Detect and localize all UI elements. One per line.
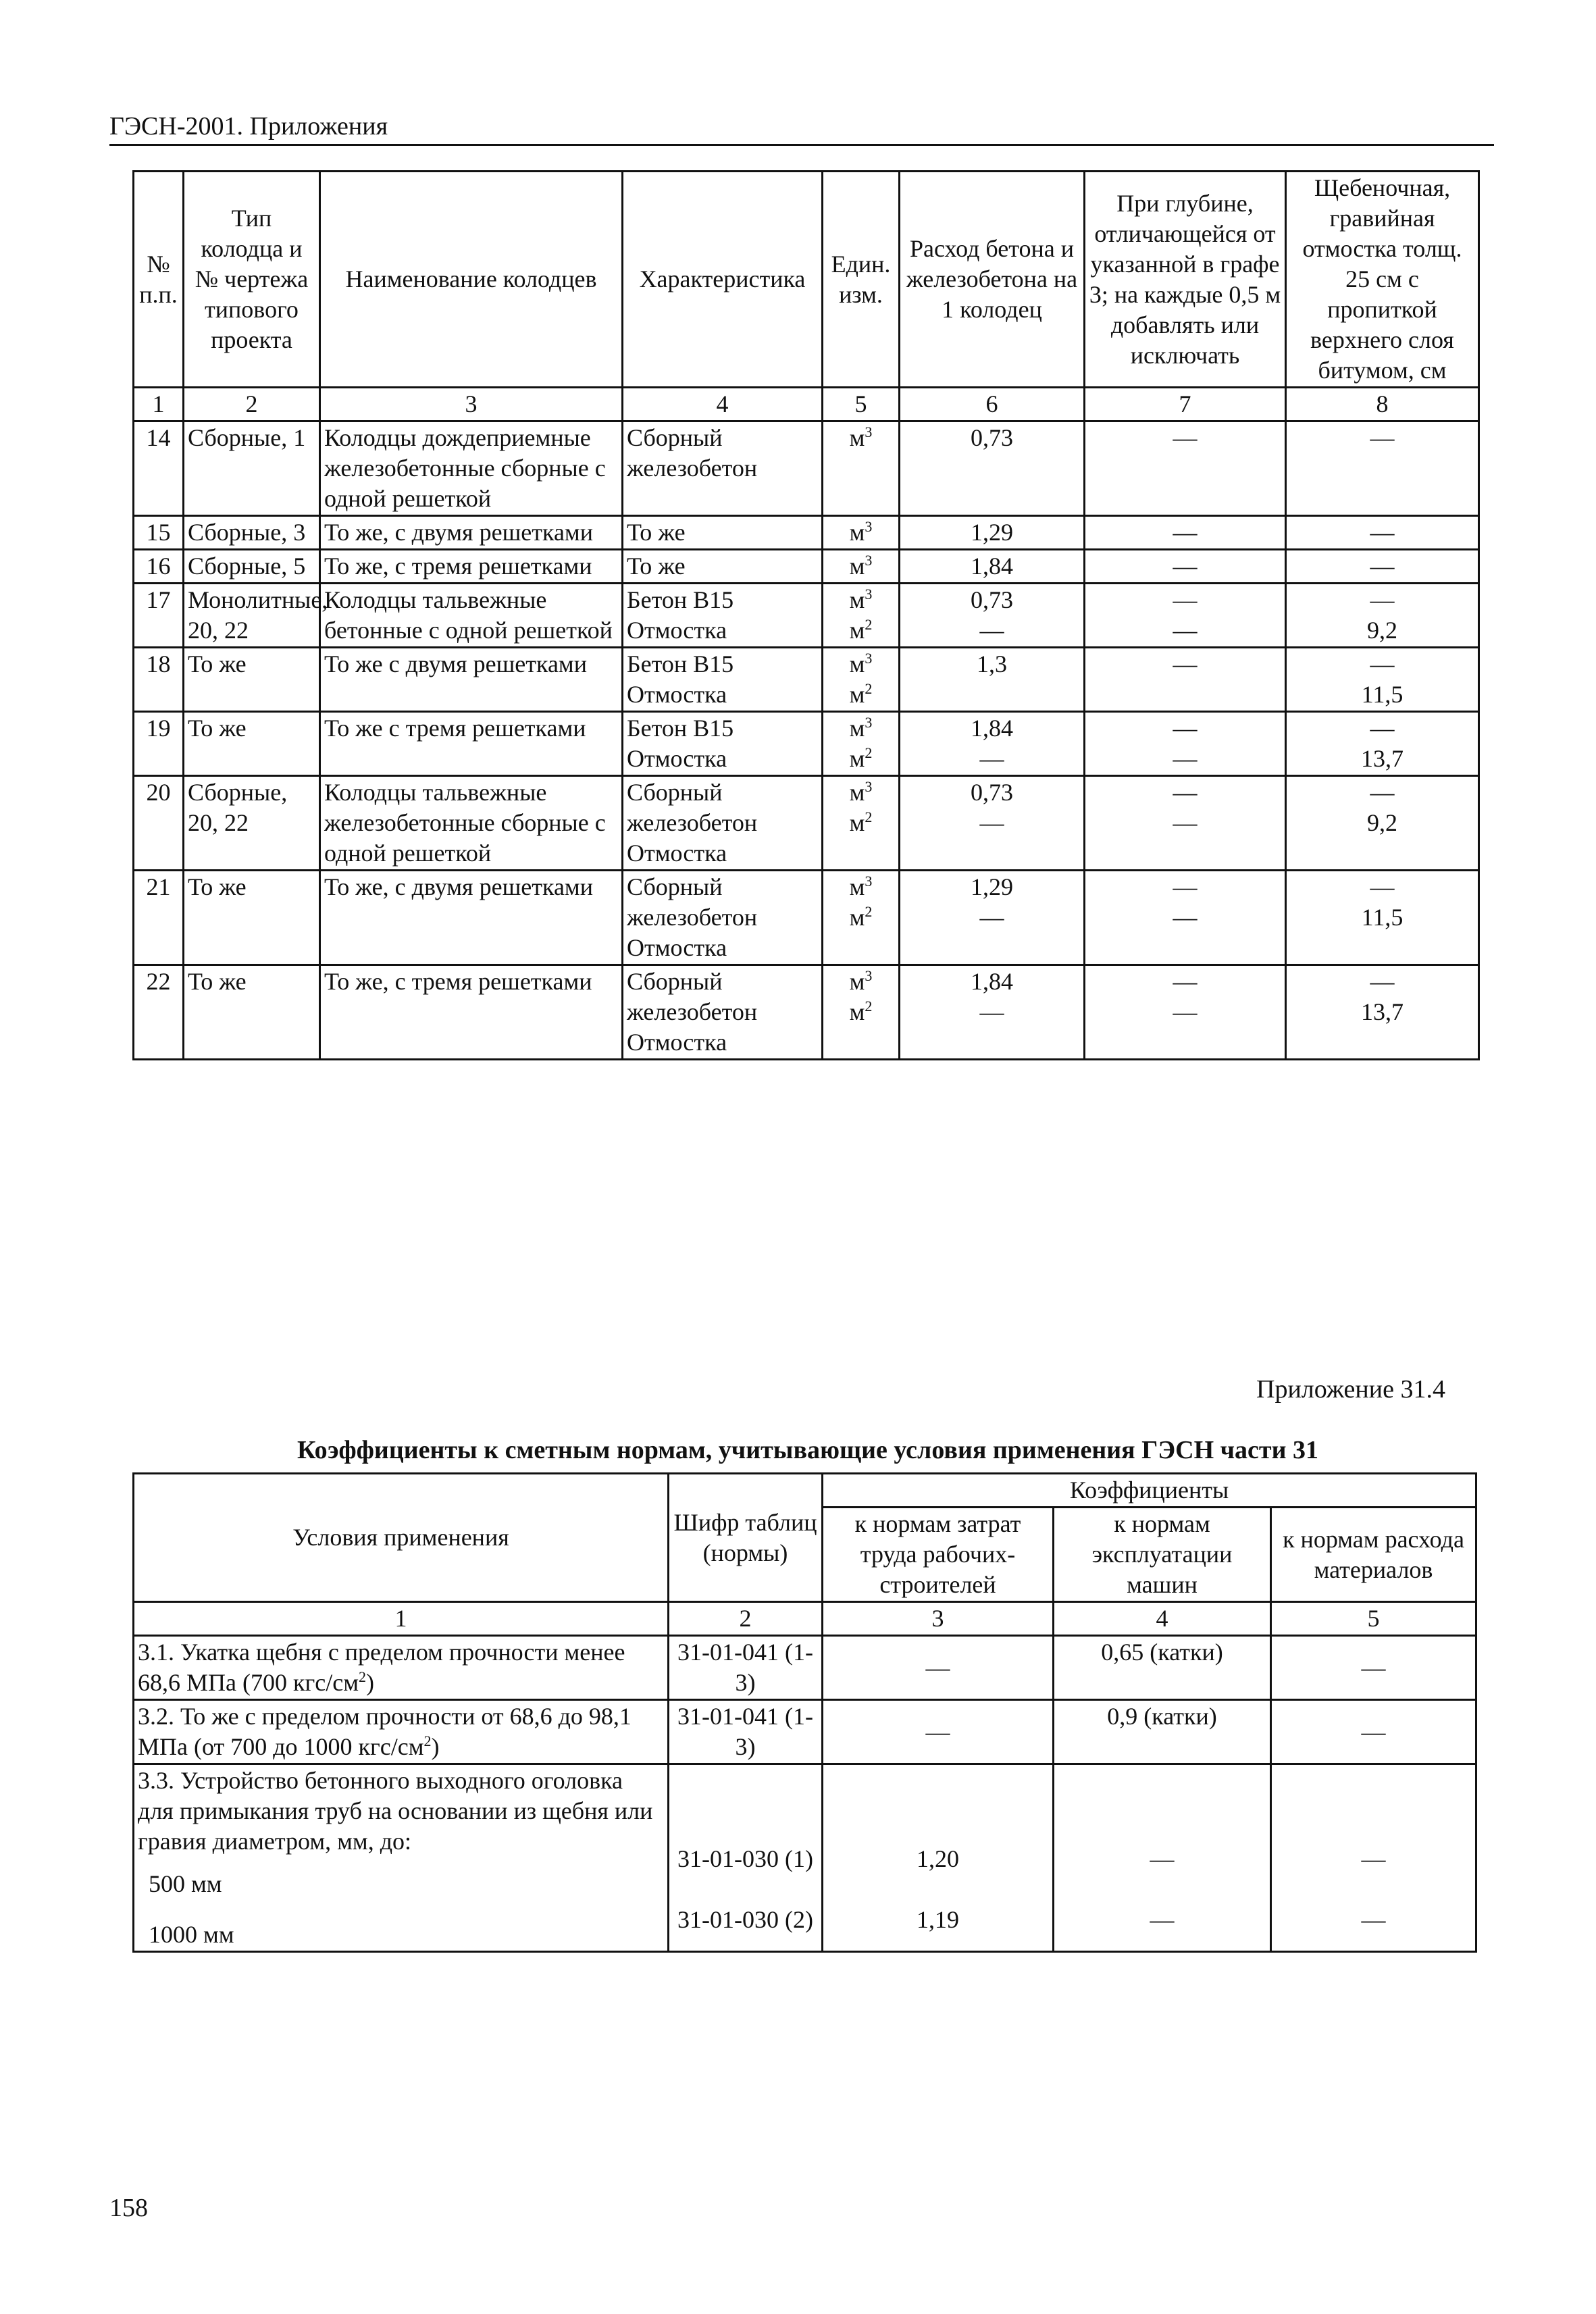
table-row (134, 965, 1479, 1060)
unit (823, 550, 900, 584)
page-header: ГЭСН-2001. Приложения (109, 111, 1494, 146)
unit-exponent: 3 (865, 778, 873, 795)
col-header-coefficients: Коэффициенты (823, 1474, 1476, 1508)
consumption-sub: — (979, 809, 1004, 836)
characteristic (623, 776, 823, 871)
gravel-sub: 13,7 (1361, 998, 1404, 1025)
well-type: Сборные, 20, 22 (184, 776, 320, 871)
table-row (134, 584, 1479, 648)
col-header-conditions: Условия применения (134, 1474, 669, 1602)
well-type: Монолитные, 20, 22 (184, 584, 320, 648)
consumption (900, 648, 1085, 712)
well-type: То же (184, 871, 320, 965)
unit-value (827, 551, 895, 582)
characteristic-main: Бетон В15 (627, 650, 734, 677)
gravel-main: — (1370, 873, 1395, 900)
col-header-labor: к нормам затрат труда рабочих-строителей (823, 1508, 1054, 1602)
machines-item: — (1150, 1845, 1175, 1872)
col-header-machines: к нормам эксплуатации машин (1054, 1508, 1271, 1602)
materials-item: — (1361, 1905, 1386, 1933)
characteristic-main: То же (627, 519, 686, 546)
well-type: Сборные, 3 (184, 516, 320, 550)
col-number: 7 (1085, 388, 1286, 421)
gravel-main: — (1370, 424, 1395, 451)
well-type: То же (184, 712, 320, 776)
unit-value-sub (827, 902, 895, 933)
condition-text: 3.1. Укатка щебня с пределом прочности менее 68,6 МПа (700 кгс/см (138, 1639, 625, 1696)
table-code: 31-01-041 (1-3) (669, 1700, 823, 1764)
gravel-main: — (1370, 552, 1395, 580)
depth-adjust (1085, 516, 1286, 550)
group-materials (1271, 1764, 1476, 1952)
col-header-unit: Един. изм. (823, 172, 900, 388)
consumption-main: 1,29 (971, 519, 1013, 546)
unit-value (827, 585, 895, 615)
row-number: 20 (134, 776, 184, 871)
consumption (900, 712, 1085, 776)
characteristic-main: Сборный железобетон (627, 424, 758, 482)
well-name: Колодцы тальвежные железобетонные сборные с одной решеткой (320, 776, 623, 871)
depth-sub: — (1173, 904, 1198, 931)
consumption-sub: — (979, 904, 1004, 931)
unit (823, 965, 900, 1060)
unit-exponent: 2 (865, 808, 873, 825)
depth-main: — (1173, 650, 1198, 677)
table-row (134, 421, 1479, 516)
unit-exponent: 2 (865, 680, 873, 697)
characteristic-main: Сборный железобетон (627, 779, 758, 836)
row-number: 17 (134, 584, 184, 648)
row-number: 16 (134, 550, 184, 584)
characteristic-sub: Отмостка (627, 745, 727, 772)
well-name: Колодцы дождеприемные железобетонные сборные с одной решеткой (320, 421, 623, 516)
unit (823, 516, 900, 550)
unit-base: м (849, 552, 865, 580)
consumption-main: 1,29 (971, 873, 1013, 900)
depth-main: — (1173, 424, 1198, 451)
header-row (134, 172, 1479, 388)
col-number: 2 (184, 388, 320, 421)
unit (823, 776, 900, 871)
unit-exponent: 3 (865, 967, 873, 984)
col-number: 4 (623, 388, 823, 421)
col-header-no: № п.п. (134, 172, 184, 388)
labor-item: 1,19 (917, 1905, 959, 1933)
col-number: 3 (320, 388, 623, 421)
col-header-materials: к нормам расхода материалов (1271, 1508, 1476, 1602)
unit-base: м (849, 681, 865, 708)
appendix-label: Приложение 31.4 (1256, 1375, 1445, 1404)
labor-item: 1,20 (917, 1845, 959, 1872)
unit-value (827, 777, 895, 808)
unit-exponent: 2 (865, 998, 873, 1014)
unit-value (827, 423, 895, 453)
unit-exponent: 3 (865, 873, 873, 890)
coefficients-table (132, 1472, 1477, 1953)
col-header-depth: При глубине, отличающейся от указанной в графе 3; на каждые 0,5 м добавлять или исключать (1085, 172, 1286, 388)
gravel-main: — (1370, 779, 1395, 806)
coefficients-title: Коэффициенты к сметным нормам, учитывающие условия применения ГЭСН части 31 (297, 1436, 1318, 1464)
unit-base: м (849, 424, 865, 451)
col-number: 5 (823, 388, 900, 421)
consumption-sub: — (979, 617, 1004, 644)
well-type: То же (184, 965, 320, 1060)
unit (823, 712, 900, 776)
characteristic-main: Бетон В15 (627, 715, 734, 742)
group-code (669, 1764, 823, 1952)
materials-coef: — (1271, 1700, 1476, 1764)
row-number: 14 (134, 421, 184, 516)
condition-group (134, 1764, 669, 1952)
materials-coef: — (1271, 1636, 1476, 1700)
col-header-code: Шифр таблиц (нормы) (669, 1474, 823, 1602)
consumption-main: 0,73 (971, 586, 1013, 613)
consumption (900, 516, 1085, 550)
consumption-main: 0,73 (971, 779, 1013, 806)
gravel-value (1286, 516, 1479, 550)
unit-base: м (849, 617, 865, 644)
coef-group-row (134, 1764, 1476, 1952)
table-row (134, 776, 1479, 871)
gravel-value (1286, 776, 1479, 871)
characteristic-main: Бетон В15 (627, 586, 734, 613)
col-header-consumption: Расход бетона и железобетона на 1 колодец (900, 172, 1085, 388)
gravel-main: — (1370, 650, 1395, 677)
unit-base: м (849, 779, 865, 806)
well-name: То же, с двумя решетками (320, 516, 623, 550)
col-header-name: Наименование колодцев (320, 172, 623, 388)
table-row (134, 871, 1479, 965)
consumption (900, 584, 1085, 648)
consumption-main: 1,84 (971, 968, 1013, 995)
col-number: 1 (134, 388, 184, 421)
gravel-sub: 11,5 (1361, 904, 1404, 931)
labor-coef: — (823, 1700, 1054, 1764)
consumption-main: 1,84 (971, 552, 1013, 580)
unit-base: м (849, 968, 865, 995)
machines-coef: 0,65 (катки) (1054, 1636, 1271, 1700)
unit-exponent: 3 (865, 518, 873, 535)
unit-value-sub (827, 679, 895, 710)
col-number: 4 (1054, 1602, 1271, 1636)
gravel-main: — (1370, 715, 1395, 742)
row-number: 15 (134, 516, 184, 550)
col-number-row (134, 388, 1479, 421)
col-header-gravel: Щебеночная, гравийная отмостка толщ. 25 см с пропиткой верхнего слоя битумом, см (1286, 172, 1479, 388)
consumption-sub: — (979, 745, 1004, 772)
well-name: То же, с тремя решетками (320, 965, 623, 1060)
depth-adjust (1085, 550, 1286, 584)
unit-value (827, 649, 895, 679)
unit (823, 871, 900, 965)
well-type: Сборные, 1 (184, 421, 320, 516)
unit-value (827, 967, 895, 997)
well-name: То же, с двумя решетками (320, 871, 623, 965)
table-code: 31-01-041 (1-3) (669, 1636, 823, 1700)
condition-end: ) (431, 1733, 440, 1760)
unit-value-sub (827, 744, 895, 774)
depth-adjust (1085, 712, 1286, 776)
condition-exponent: 2 (423, 1732, 432, 1749)
unit (823, 648, 900, 712)
depth-main: — (1173, 519, 1198, 546)
characteristic-main: То же (627, 552, 686, 580)
depth-main: — (1173, 873, 1198, 900)
gravel-sub: 9,2 (1367, 809, 1397, 836)
unit-exponent: 2 (865, 903, 873, 920)
col-number: 1 (134, 1602, 669, 1636)
characteristic (623, 712, 823, 776)
characteristic (623, 965, 823, 1060)
characteristic (623, 584, 823, 648)
condition-item: 1000 мм (149, 1921, 234, 1948)
unit-value (827, 713, 895, 744)
unit-base: м (849, 650, 865, 677)
machines-coef: 0,9 (катки) (1054, 1700, 1271, 1764)
condition (134, 1700, 669, 1764)
materials-item: — (1361, 1845, 1386, 1872)
characteristic-sub: Отмостка (627, 840, 727, 867)
depth-sub: — (1173, 998, 1198, 1025)
unit-base: м (849, 873, 865, 900)
characteristic (623, 648, 823, 712)
row-number: 19 (134, 712, 184, 776)
code-item: 31-01-030 (2) (677, 1905, 813, 1933)
characteristic (623, 421, 823, 516)
consumption (900, 550, 1085, 584)
row-number: 18 (134, 648, 184, 712)
col-number: 5 (1271, 1602, 1476, 1636)
depth-sub: — (1173, 745, 1198, 772)
table-row (134, 550, 1479, 584)
depth-adjust (1085, 648, 1286, 712)
gravel-value (1286, 550, 1479, 584)
characteristic-main: Сборный железобетон (627, 873, 758, 931)
gravel-value (1286, 648, 1479, 712)
labor-coef: — (823, 1636, 1054, 1700)
well-name: Колодцы тальвежные бетонные с одной решеткой (320, 584, 623, 648)
depth-main: — (1173, 586, 1198, 613)
condition-exponent: 2 (358, 1668, 366, 1685)
table-row (134, 712, 1479, 776)
unit-exponent: 3 (865, 714, 873, 731)
unit-exponent: 3 (865, 423, 873, 440)
characteristic (623, 550, 823, 584)
consumption (900, 776, 1085, 871)
machines-item: — (1150, 1905, 1175, 1933)
unit-base: м (849, 519, 865, 546)
table-row (134, 648, 1479, 712)
gravel-value (1286, 712, 1479, 776)
unit (823, 584, 900, 648)
depth-main: — (1173, 552, 1198, 580)
depth-adjust (1085, 421, 1286, 516)
unit-value-sub (827, 997, 895, 1027)
unit-exponent: 3 (865, 650, 873, 667)
depth-adjust (1085, 776, 1286, 871)
code-item: 31-01-030 (1) (677, 1845, 813, 1872)
characteristic-sub: Отмостка (627, 681, 727, 708)
gravel-sub: 9,2 (1367, 617, 1397, 644)
gravel-value (1286, 871, 1479, 965)
condition (134, 1636, 669, 1700)
unit-base: м (849, 745, 865, 772)
condition-end: ) (365, 1669, 374, 1696)
characteristic-sub: Отмостка (627, 934, 727, 961)
depth-adjust (1085, 871, 1286, 965)
unit-value-sub (827, 808, 895, 838)
row-number: 22 (134, 965, 184, 1060)
gravel-main: — (1370, 519, 1395, 546)
unit-base: м (849, 998, 865, 1025)
depth-main: — (1173, 779, 1198, 806)
group-machines (1054, 1764, 1271, 1952)
condition-group-text: 3.3. Устройство бетонного выходного оголовка для примыкания труб на основании из щебня или гравия диаметром, мм, до: (138, 1767, 653, 1855)
coef-col-number-row (134, 1602, 1476, 1636)
gravel-sub: 13,7 (1361, 745, 1404, 772)
wells-table (132, 170, 1480, 1060)
characteristic (623, 516, 823, 550)
unit-base: м (849, 586, 865, 613)
unit-value (827, 872, 895, 902)
depth-main: — (1173, 968, 1198, 995)
gravel-sub: 11,5 (1361, 681, 1404, 708)
consumption-main: 1,84 (971, 715, 1013, 742)
page-number: 158 (109, 2194, 148, 2222)
well-type: Сборные, 5 (184, 550, 320, 584)
consumption-sub: — (979, 998, 1004, 1025)
consumption-main: 1,3 (977, 650, 1007, 677)
characteristic-sub: Отмостка (627, 1029, 727, 1056)
characteristic-sub: Отмостка (627, 617, 727, 644)
col-header-char: Характеристика (623, 172, 823, 388)
coef-header-row-1 (134, 1474, 1476, 1508)
gravel-value (1286, 421, 1479, 516)
col-number: 3 (823, 1602, 1054, 1636)
unit-exponent: 3 (865, 586, 873, 602)
group-labor (823, 1764, 1054, 1952)
condition-text: 3.2. То же с пределом прочности от 68,6 до 98,1 МПа (от 700 до 1000 кгс/см (138, 1703, 632, 1760)
unit-exponent: 2 (865, 616, 873, 633)
well-type: То же (184, 648, 320, 712)
depth-adjust (1085, 965, 1286, 1060)
depth-adjust (1085, 584, 1286, 648)
depth-sub: — (1173, 617, 1198, 644)
well-name: То же с двумя решетками (320, 648, 623, 712)
table-row (134, 516, 1479, 550)
consumption (900, 421, 1085, 516)
depth-sub: — (1173, 809, 1198, 836)
consumption (900, 965, 1085, 1060)
gravel-value (1286, 965, 1479, 1060)
unit-value-sub (827, 615, 895, 646)
depth-main: — (1173, 715, 1198, 742)
gravel-value (1286, 584, 1479, 648)
well-name: То же с тремя решетками (320, 712, 623, 776)
well-name: То же, с тремя решетками (320, 550, 623, 584)
gravel-main: — (1370, 968, 1395, 995)
col-number: 8 (1286, 388, 1479, 421)
unit-base: м (849, 809, 865, 836)
col-number: 2 (669, 1602, 823, 1636)
unit-exponent: 2 (865, 744, 873, 761)
characteristic (623, 871, 823, 965)
gravel-main: — (1370, 586, 1395, 613)
unit-exponent: 3 (865, 552, 873, 569)
unit-value (827, 517, 895, 548)
unit-base: м (849, 904, 865, 931)
col-header-type: Тип колодца и № чертежа типового проекта (184, 172, 320, 388)
condition-item: 500 мм (149, 1870, 222, 1897)
consumption (900, 871, 1085, 965)
consumption-main: 0,73 (971, 424, 1013, 451)
row-number: 21 (134, 871, 184, 965)
coef-row (134, 1700, 1476, 1764)
unit (823, 421, 900, 516)
characteristic-main: Сборный железобетон (627, 968, 758, 1025)
unit-base: м (849, 715, 865, 742)
col-number: 6 (900, 388, 1085, 421)
coef-row (134, 1636, 1476, 1700)
